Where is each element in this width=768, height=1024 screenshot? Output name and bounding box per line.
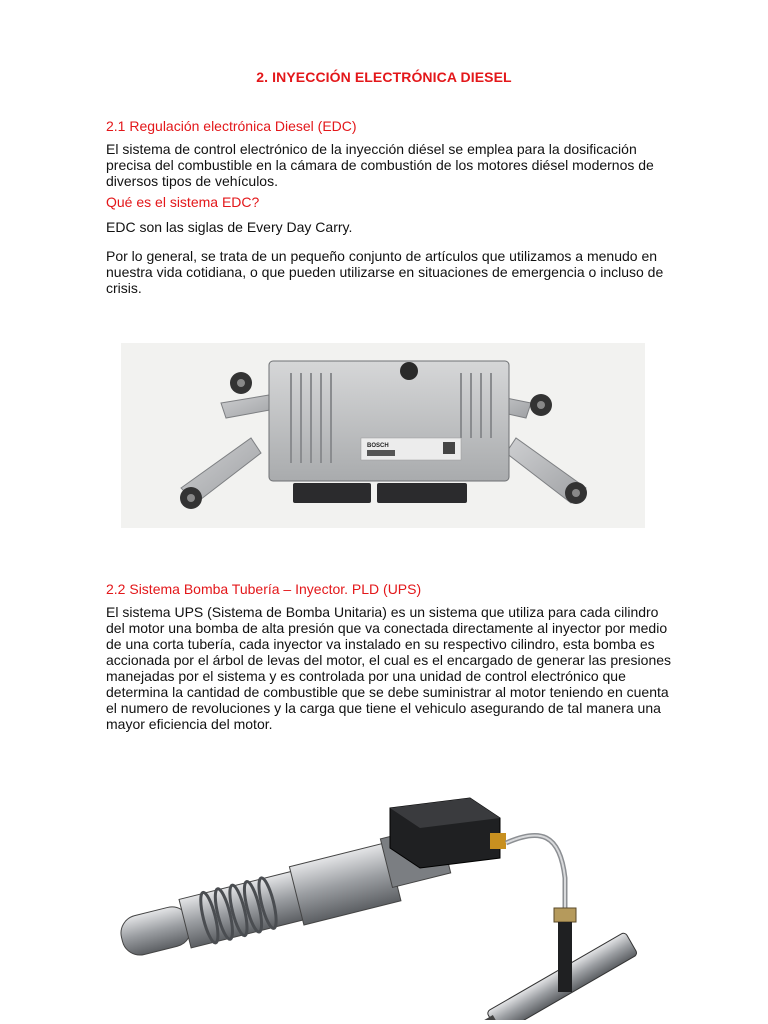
paragraph-edc-intro: El sistema de control electrónico de la inyección diésel se emplea para la dosificación precisa del combustible en la cámara de combustión de los motores diésel modernos de diversos tipos de vehículos.	[106, 141, 654, 189]
ecu-brand-label: BOSCH	[367, 443, 389, 449]
paragraph-edc-description: Por lo general, se trata de un pequeño conjunto de artículos que utilizamos a menudo en nuestra vida cotidiana, o que pueden utilizarse en situaciones de emergencia o incluso de crisis.	[106, 248, 664, 296]
paragraph-ups-description: El sistema UPS (Sistema de Bomba Unitaria) es un sistema que utiliza para cada cilindro del motor una bomba de alta presión que va conectada directamente al inyector por medio de una corta tubería, cada inyector va instalado en su respectivo cilindro, esta bomba es accionada por el árbol de levas del motor, el cual es el encargado de generar las presiones manejadas por el sistema y es controlada por una unidad de control electrónico que determina la cantidad de combustible que se debe suministrar al motor teniendo en cuenta el numero de revoluciones y la carga que tiene el vehiculo asegurando de tal manera una mayor eficiencia del motor.	[106, 604, 672, 732]
section-heading-ups: 2.2 Sistema Bomba Tubería – Inyector. PLD (UPS)	[106, 581, 422, 597]
ecu-photo	[121, 343, 645, 528]
section-heading-edc: 2.1 Regulación electrónica Diesel (EDC)	[106, 118, 357, 134]
page-title: 2. INYECCIÓN ELECTRÓNICA DIESEL	[256, 69, 512, 85]
paragraph-edc-definition: EDC son las siglas de Every Day Carry.	[106, 219, 353, 235]
question-heading-edc: Qué es el sistema EDC?	[106, 194, 260, 210]
unit-pump-injector-photo	[110, 788, 650, 1020]
